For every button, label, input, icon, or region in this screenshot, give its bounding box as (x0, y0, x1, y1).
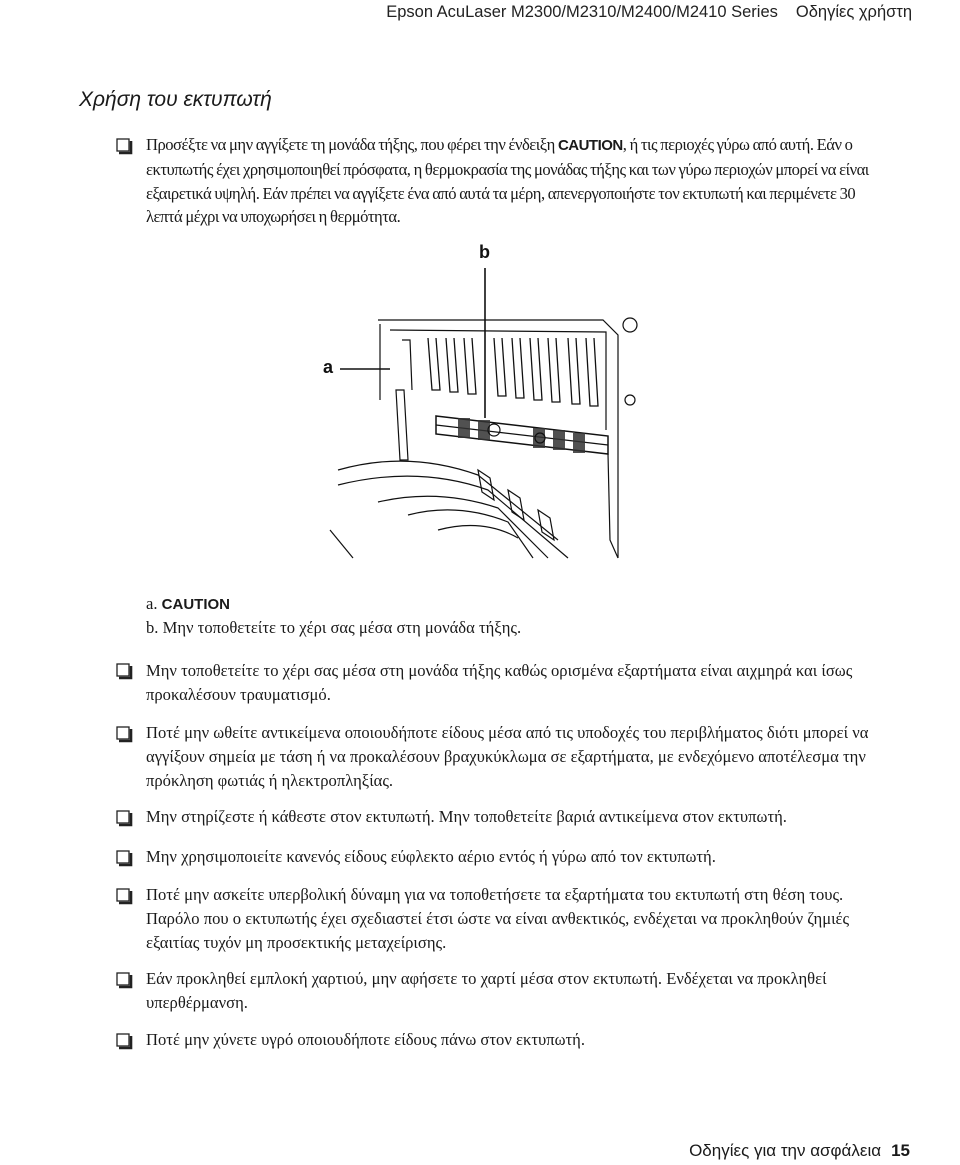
caption-a-caution: CAUTION (161, 596, 230, 613)
section-title: Χρήση του εκτυπωτή (79, 88, 272, 111)
caution-term: CAUTION (557, 137, 623, 154)
bullet-item-8: Ποτέ μην χύνετε υγρό οποιουδήποτε είδους πάνω στον εκτυπωτή. (146, 1030, 586, 1049)
bullet-item-2: Μην τοποθετείτε το χέρι σας μέσα στη μονάδα τήξης καθώς ορισμένα εξαρτήματα είναι αιχμηρά και ίσως προκαλέσουν τραυματισμό. (146, 661, 853, 704)
running-header (386, 0, 912, 26)
bullet-item-7: Εάν προκληθεί εμπλοκή χαρτιού, μην αφήσετε το χαρτί μέσα στον εκτυπωτή. Ενδέχεται να προκληθεί υπερθέρμανση. (146, 969, 827, 1012)
figure-label-b: b (479, 242, 490, 262)
bullet-item-3: Ποτέ μην ωθείτε αντικείμενα οποιουδήποτε είδους μέσα από τις υποδοχές του περιβλήματος διότι μπορεί να αγγίξουν σημεία με τάση ή να προκαλέσουν βραχυκύκλωμα σε εξαρτήματα, με ενδεχόμενο αποτέλεσμα την πρόκληση φωτιάς ή ηλεκτροπληξίας. (146, 723, 869, 790)
header-product: Epson AcuLaser M2300/M2310/M2400/M2410 Series (386, 3, 778, 21)
page-footer (689, 1141, 910, 1161)
checkbox-bullet-icon (116, 663, 133, 681)
checkbox-bullet-icon (116, 888, 133, 906)
checkbox-bullet-icon (116, 1033, 133, 1051)
printer-fuser-drawing (318, 240, 640, 562)
checkbox-bullet-icon (116, 972, 133, 990)
caption-a (146, 592, 230, 616)
figure-label-a: a (323, 357, 334, 377)
bullet-item-6: Ποτέ μην ασκείτε υπερβολική δύναμη για να τοποθετήσετε τα εξαρτήματα του εκτυπωτή στη θέση τους. Παρόλο που ο εκτυπωτής έχει σχεδιαστεί έτσι ώστε να είναι ανθεκτικός, ενδέχεται να προκληθούν ζημιές εξαιτίας τυχόν μη προσεκτικής μεταχείρισης. (146, 885, 850, 952)
bullet-item-1 (146, 133, 886, 229)
bullet-item-4: Μην στηρίζεστε ή κάθεστε στον εκτυπωτή. Μην τοποθετείτε βαριά αντικείμενα στον εκτυπωτή. (146, 807, 787, 826)
footer-section: Οδηγίες για την ασφάλεια (689, 1141, 882, 1160)
fuser-unit-illustration (318, 240, 640, 562)
checkbox-bullet-icon (116, 810, 133, 828)
item-1-text-post: , ή τις περιοχές γύρω από αυτή. Εάν ο εκτυπωτής έχει χρησιμοποιηθεί πρόσφατα, η θερμοκρασία της μονάδας τήξης και των γύρω περιοχών μπορεί να είναι εξαιρετικά υψηλή. Εάν πρέπει να αγγίξετε ένα από αυτά τα μέρη, απενεργοποιήστε τον εκτυπωτή και περιμένετε 30 λεπτά μέχρι να υποχωρήσει η θερμότητα. (146, 135, 869, 227)
header-guide: Οδηγίες χρήστη (795, 3, 912, 21)
checkbox-bullet-icon (116, 138, 133, 156)
checkbox-bullet-icon (116, 726, 133, 744)
caption-b: b. Μην τοποθετείτε το χέρι σας μέσα στη μονάδα τήξης. (146, 618, 522, 637)
checkbox-bullet-icon (116, 850, 133, 868)
caption-a-prefix: a. (146, 594, 158, 613)
page-number: 15 (891, 1141, 910, 1160)
item-1-text-pre: Προσέξτε να μην αγγίξετε τη μονάδα τήξης, που φέρει την ένδειξη (146, 135, 558, 154)
bullet-item-5: Μην χρησιμοποιείτε κανενός είδους εύφλεκτο αέριο εντός ή γύρω από τον εκτυπωτή. (146, 847, 716, 866)
